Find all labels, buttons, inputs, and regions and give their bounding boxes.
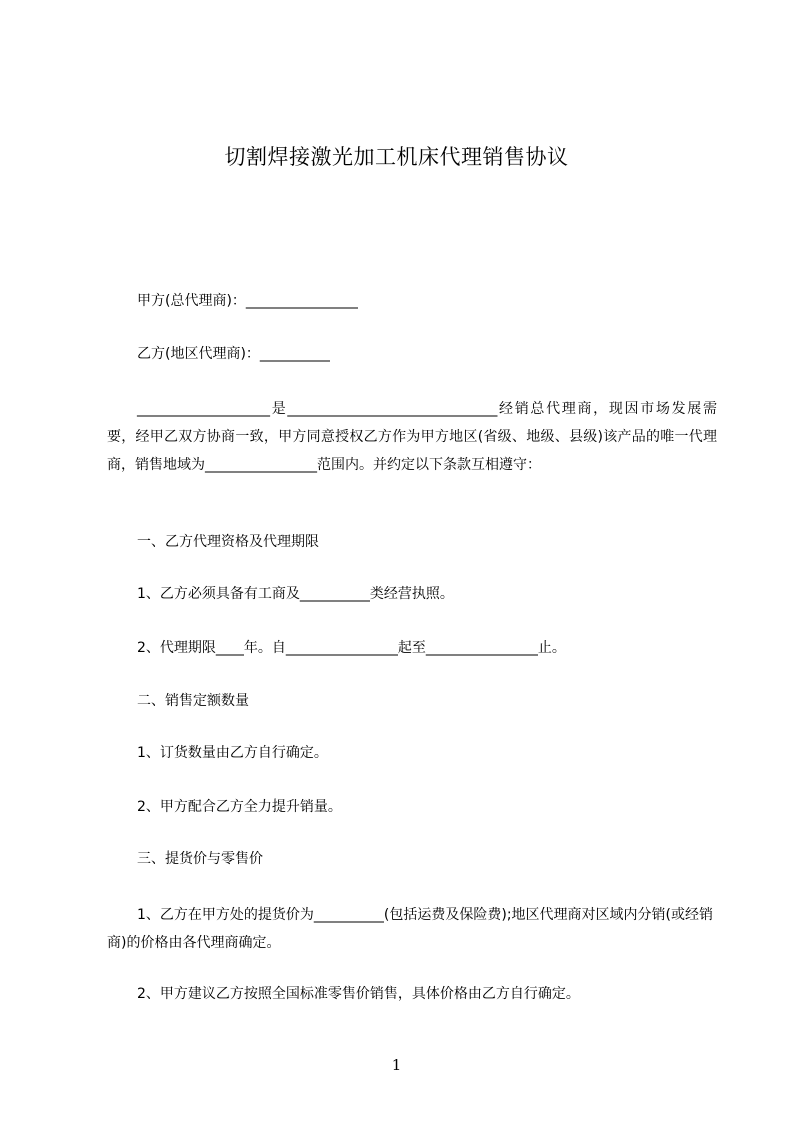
section-2-item-1: 1、订货数量由乙方自行确定。 [137,745,328,761]
section-3-item-2: 2、甲方建议乙方按照全国标准零售价销售，具体价格由乙方自行确定。 [137,986,580,1002]
section-3-heading: 三、提货价与零售价 [137,851,263,867]
section-1-item-1: 1、乙方必须具备有工商及__________类经营执照。 [137,586,454,602]
party-b-line: 乙方(地区代理商)：__________ [137,346,330,362]
section-2-heading: 二、销售定额数量 [137,693,249,709]
intro-paragraph: ___________________是______________________________经销总代理商，现因市场发展需要，经甲乙双方协商一致，甲方同意授权乙方作为甲方地区(省级、地级、县级)该产品的唯一代理商，销售地域为________________范围内。并约定以下条款互相遵守： [107,401,717,473]
document-title: 切割焊接激光加工机床代理销售协议 [224,145,569,169]
page-number: 1 [391,1056,402,1074]
section-1-item-2: 2、代理期限____年。自________________起至________________止。 [137,640,566,656]
section-1-heading: 一、乙方代理资格及代理期限 [137,534,319,550]
party-a-line: 甲方(总代理商)：________________ [137,293,358,309]
section-3-item-1: 1、乙方在甲方处的提货价为__________(包括运费及保险费);地区代理商对区域内分销(或经销商)的价格由各代理商确定。 [107,907,714,951]
section-2-item-2: 2、甲方配合乙方全力提升销量。 [137,799,342,815]
